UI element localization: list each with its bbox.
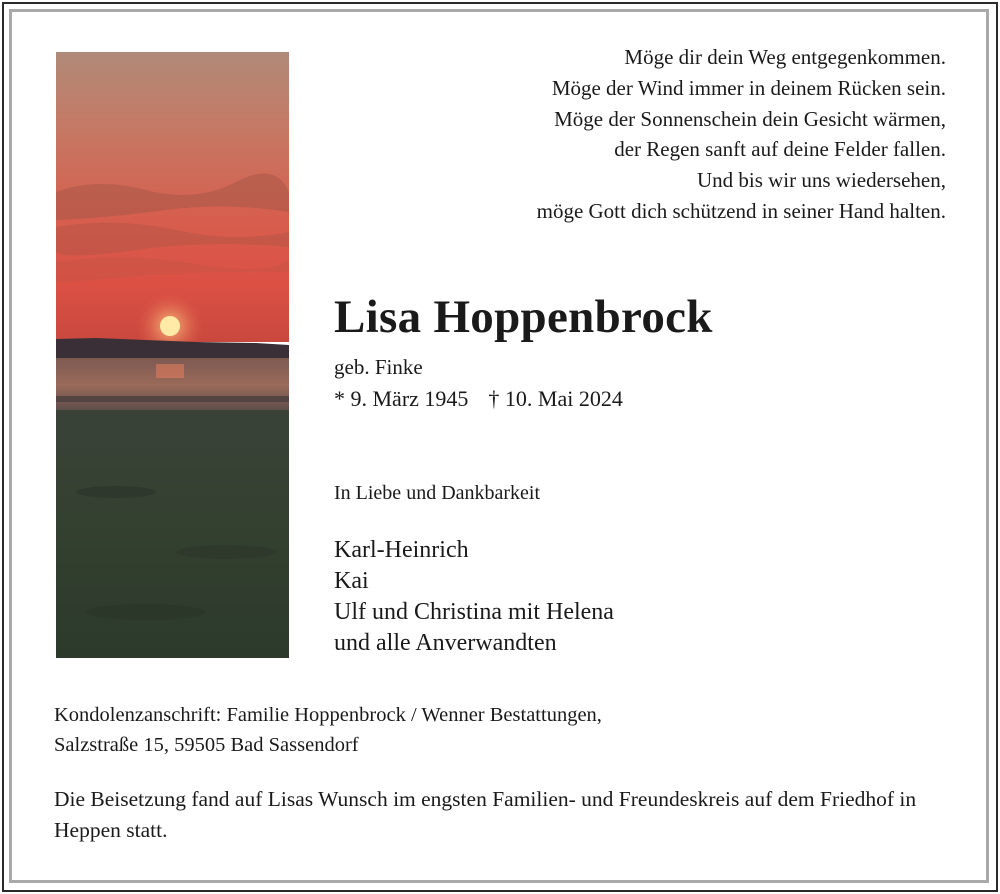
poem: [346, 42, 946, 227]
sun-reflection: [156, 364, 184, 378]
poem-line: Und bis wir uns wiedersehen,: [696, 168, 946, 193]
poem-line: Möge der Wind immer in deinem Rücken sein.: [551, 75, 946, 100]
mourner: Ulf und Christina mit Helena: [334, 599, 614, 625]
ground-patch: [76, 486, 156, 498]
poem-line: Möge dir dein Weg entgegenkommen.: [624, 45, 946, 69]
mourner: Kai: [334, 568, 369, 594]
condolence-address: [54, 700, 602, 760]
mourners-list: [334, 535, 614, 659]
sun: [160, 316, 180, 336]
mourner: und alle Anverwandten: [334, 630, 557, 656]
poem-line: möge Gott dich schützend in seiner Hand halten.: [536, 198, 946, 223]
deceased-name: Lisa Hoppenbrock: [334, 291, 713, 343]
poem-line: Möge der Sonnenschein dein Gesicht wärmen,: [554, 106, 946, 131]
address-line: Salzstraße 15, 59505 Bad Sassendorf: [54, 734, 359, 756]
birth-name: geb. Finke: [334, 355, 423, 379]
mourner: Karl-Heinrich: [334, 537, 469, 563]
life-dates: [334, 386, 623, 412]
closing-phrase: In Liebe und Dankbarkeit: [334, 482, 541, 504]
burial-note: Die Beisetzung fand auf Lisas Wunsch im engsten Familien- und Freundeskreis auf dem Friedhof in Heppen statt.: [54, 787, 917, 842]
poem-line: der Regen sanft auf deine Felder fallen.: [614, 137, 946, 162]
shore-line: [56, 396, 289, 402]
birth-date: * 9. März 1945: [334, 386, 469, 411]
ground-patch: [176, 545, 276, 559]
address-line: Kondolenzanschrift: Familie Hoppenbrock / Wenner Bestattungen,: [54, 704, 602, 726]
death-date: † 10. Mai 2024: [488, 386, 623, 411]
ground-patch: [86, 604, 206, 620]
sunset-photo: [56, 52, 289, 658]
ground: [56, 410, 289, 658]
